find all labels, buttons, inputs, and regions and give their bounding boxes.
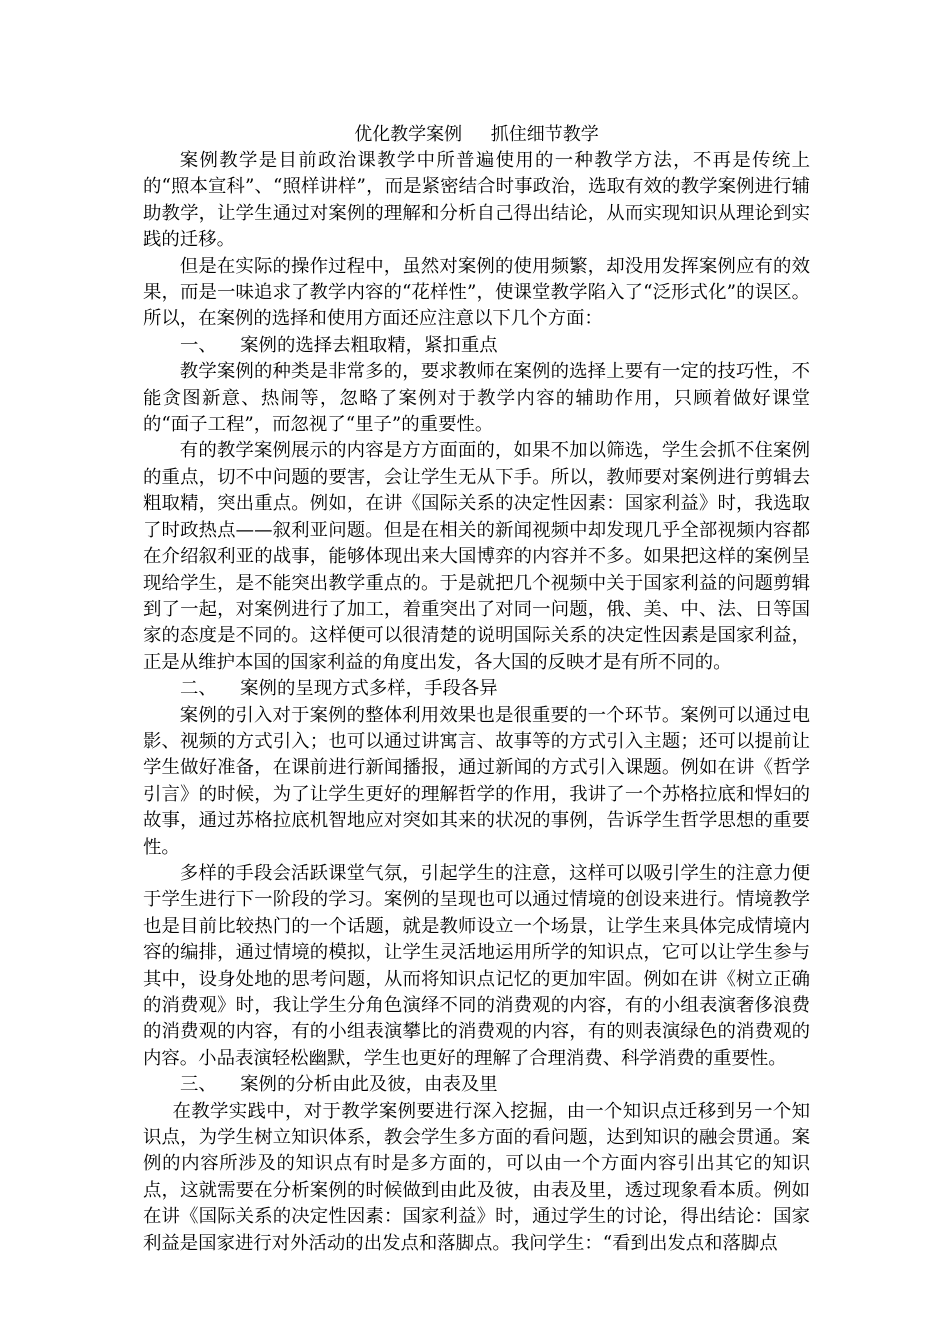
paragraph: 但是在实际的操作过程中，虽然对案例的使用频繁，却没用发挥案例应有的效果，而是一味追求了教学内容的“花样性”，使课堂教学陷入了“泛形式化”的误区。所以，在案例的选择和使用方面还应注意以下几个方面： bbox=[143, 255, 810, 330]
section-heading: 一、 案例的选择去粗取精，紧扣重点 bbox=[180, 334, 498, 356]
paragraph: 案例的引入对于案例的整体利用效果也是很重要的一个环节。案例可以通过电影、视频的方式引入；也可以通过讲寓言、故事等的方式引入主题；还可以提前让学生做好准备，在课前进行新闻播报，通过新闻的方式引入课题。例如在讲《哲学引言》的时候，为了让学生更好的理解哲学的作用，我讲了一个苏格拉底和悍妇的故事，通过苏格拉底机智地应对突如其来的状况的事例，告诉学生哲学思想的重要性。 bbox=[143, 704, 810, 858]
document-page bbox=[143, 122, 810, 1257]
document-title: 优化教学案例 抓住细节教学 bbox=[354, 124, 599, 145]
paragraph: 案例教学是目前政治课教学中所普遍使用的一种教学方法，不再是传统上的“照本宣科”、“照样讲样”，而是紧密结合时事政治，选取有效的教学案例进行辅助教学，让学生通过对案例的理解和分析自己得出结论，从而实现知识从理论到实践的迁移。 bbox=[143, 150, 810, 251]
paragraph: 有的教学案例展示的内容是方方面面的，如果不加以筛选，学生会抓不住案例的重点，切不中问题的要害，会让学生无从下手。所以，教师要对案例进行剪辑去粗取精，突出重点。例如，在讲《国际关系的决定性因素：国家利益》时，我选取了时政热点——叙利亚问题。但是在相关的新闻视频中却发现几乎全部视频内容都在介绍叙利亚的战事，能够体现出来大国博弈的内容并不多。如果把这样的案例呈现给学生，是不能突出教学重点的。于是就把几个视频中关于国家利益的问题剪辑到了一起，对案例进行了加工，着重突出了对同一问题，俄、美、中、法、日等国家的态度是不同的。这样便可以很清楚的说明国际关系的决定性因素是国家利益，正是从维护本国的国家利益的角度出发，各大国的反映才是有所不同的。 bbox=[143, 440, 810, 673]
paragraph: 多样的手段会活跃课堂气氛，引起学生的注意，这样可以吸引学生的注意力便于学生进行下一阶段的学习。案例的呈现也可以通过情境的创设来进行。情境教学也是目前比较热门的一个话题，就是教师设立一个场景，让学生来具体完成情境内容的编排，通过情境的模拟，让学生灵活地运用所学的知识点，它可以让学生参与其中，设身处地的思考问题，从而将知识点记忆的更加牢固。例如在讲《树立正确的消费观》时，我让学生分角色演绎不同的消费观的内容，有的小组表演奢侈浪费的消费观的内容，有的小组表演攀比的消费观的内容，有的则表演绿色的消费观的内容。小品表演轻松幽默，学生也更好的理解了合理消费、科学消费的重要性。 bbox=[143, 862, 810, 1069]
section-heading: 三、 案例的分析由此及彼，由表及里 bbox=[180, 1074, 498, 1096]
section-heading: 二、 案例的呈现方式多样，手段各异 bbox=[180, 678, 498, 700]
paragraph: 教学案例的种类是非常多的，要求教师在案例的选择上要有一定的技巧性，不能贪图新意、热闹等，忽略了案例对于教学内容的辅助作用，只顾着做好课堂的“面子工程”，而忽视了“里子”的重要性。 bbox=[143, 361, 810, 436]
paragraph: 在教学实践中，对于教学案例要进行深入挖掘，由一个知识点迁移到另一个知识点，为学生树立知识体系，教会学生多方面的看问题，达到知识的融会贯通。案例的内容所涉及的知识点有时是多方面的，可以由一个方面内容引出其它的知识点，这就需要在分析案例的时候做到由此及彼，由表及里，透过现象看本质。例如在讲《国际关系的决定性因素：国家利益》时，通过学生的讨论，得出结论：国家利益是国家进行对外活动的出发点和落脚点。我问学生：“看到出发点和落脚点 bbox=[143, 1100, 810, 1254]
